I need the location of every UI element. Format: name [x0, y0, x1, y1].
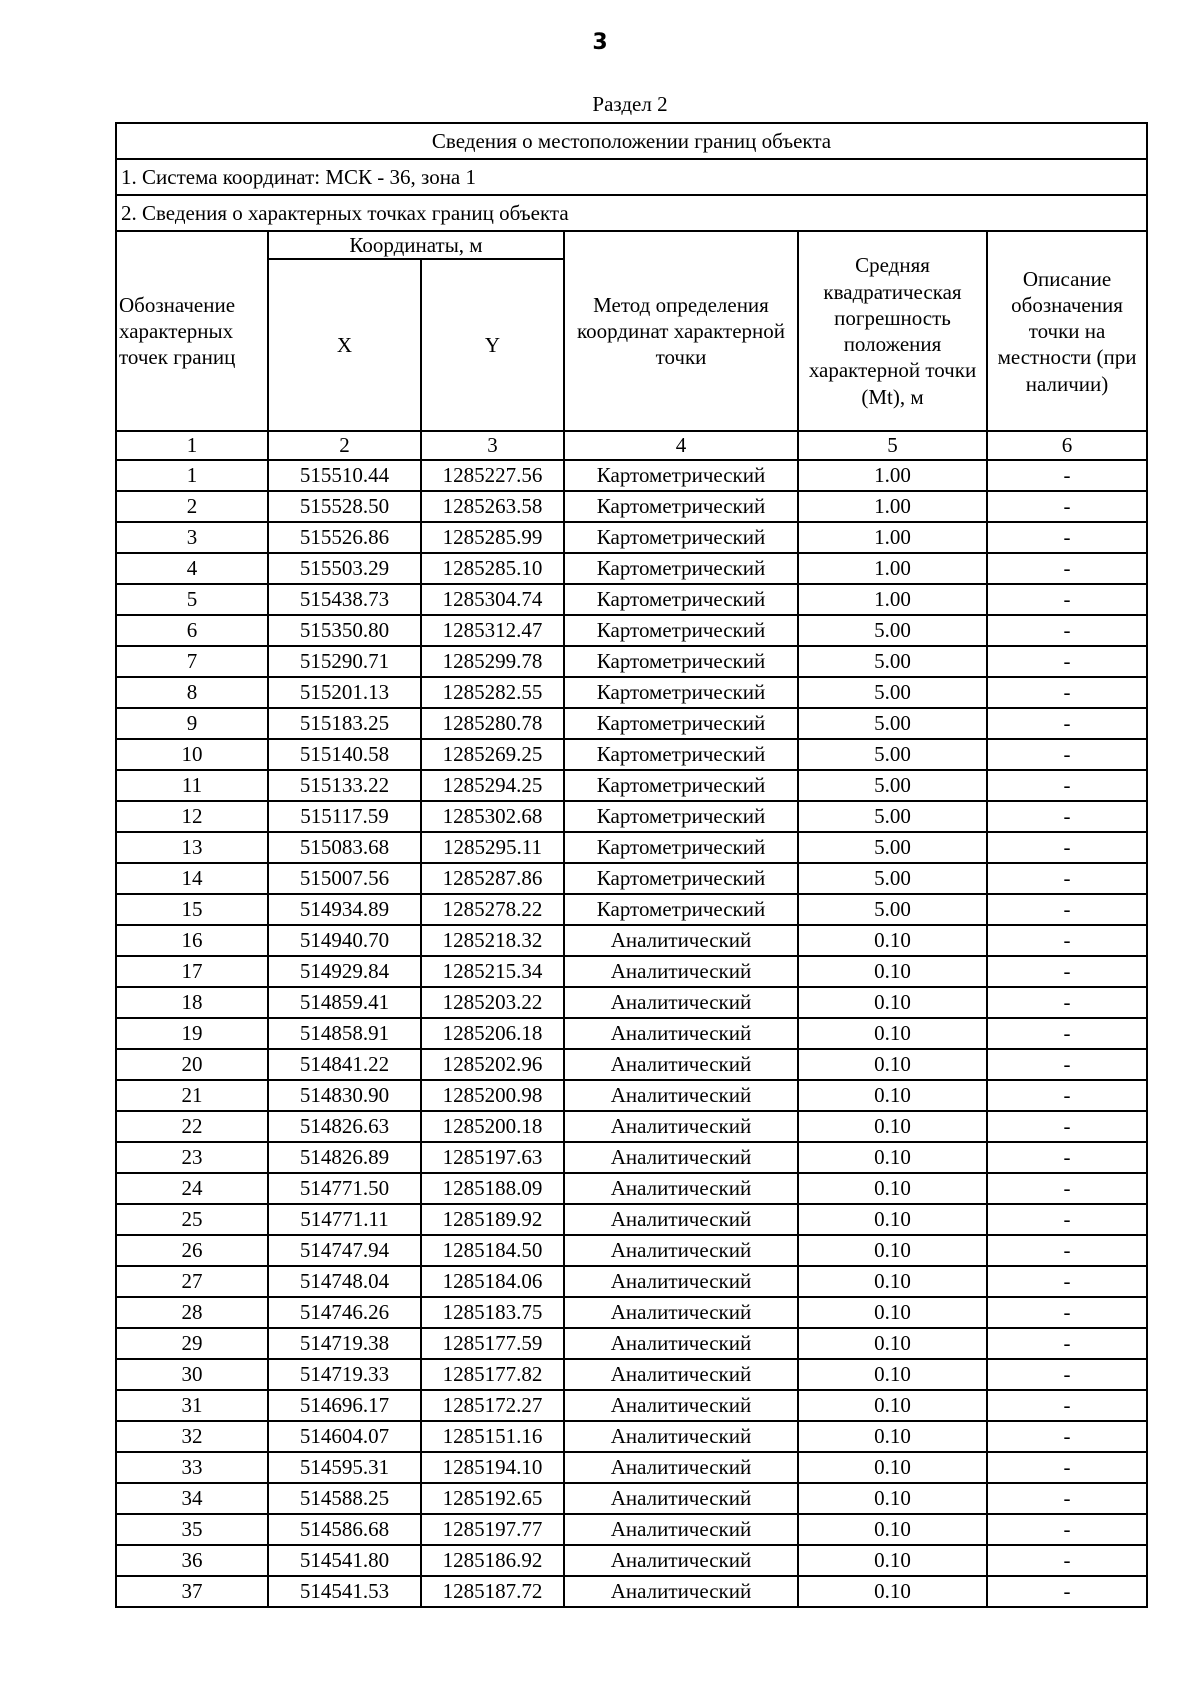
y-coordinate-cell: 1285197.63 [421, 1142, 564, 1173]
point-number-cell: 28 [116, 1297, 268, 1328]
point-number-cell: 3 [116, 522, 268, 553]
x-coordinate-cell: 515133.22 [268, 770, 421, 801]
y-coordinate-cell: 1285285.99 [421, 522, 564, 553]
method-cell: Аналитический [564, 1545, 798, 1576]
y-coordinate-cell: 1285203.22 [421, 987, 564, 1018]
x-coordinate-cell: 515438.73 [268, 584, 421, 615]
method-cell: Картометрический [564, 553, 798, 584]
method-cell: Аналитический [564, 1576, 798, 1607]
method-cell: Аналитический [564, 1204, 798, 1235]
table-row [116, 739, 1147, 770]
method-cell: Картометрический [564, 863, 798, 894]
y-coordinate-cell: 1285177.59 [421, 1328, 564, 1359]
y-coordinate-cell: 1285184.06 [421, 1266, 564, 1297]
method-cell: Аналитический [564, 956, 798, 987]
y-coordinate-cell: 1285151.16 [421, 1421, 564, 1452]
method-cell: Аналитический [564, 1049, 798, 1080]
x-coordinate-cell: 515510.44 [268, 460, 421, 491]
table-row [116, 1297, 1147, 1328]
y-coordinate-cell: 1285227.56 [421, 460, 564, 491]
table-row [116, 708, 1147, 739]
description-cell: - [987, 1452, 1147, 1483]
x-coordinate-cell: 514719.33 [268, 1359, 421, 1390]
y-coordinate-cell: 1285304.74 [421, 584, 564, 615]
point-number-cell: 16 [116, 925, 268, 956]
point-number-cell: 12 [116, 801, 268, 832]
description-cell: - [987, 894, 1147, 925]
description-cell: - [987, 491, 1147, 522]
y-coordinate-cell: 1285189.92 [421, 1204, 564, 1235]
description-cell: - [987, 770, 1147, 801]
description-cell: - [987, 863, 1147, 894]
point-number-cell: 27 [116, 1266, 268, 1297]
x-coordinate-cell: 514826.89 [268, 1142, 421, 1173]
description-cell: - [987, 646, 1147, 677]
point-number-cell: 15 [116, 894, 268, 925]
error-cell: 0.10 [798, 956, 987, 987]
table-row [116, 491, 1147, 522]
point-number-cell: 13 [116, 832, 268, 863]
method-cell: Картометрический [564, 832, 798, 863]
table-row [116, 522, 1147, 553]
error-cell: 0.10 [798, 1080, 987, 1111]
description-cell: - [987, 925, 1147, 956]
method-cell: Картометрический [564, 522, 798, 553]
error-cell: 1.00 [798, 522, 987, 553]
description-cell: - [987, 987, 1147, 1018]
x-coordinate-cell: 514859.41 [268, 987, 421, 1018]
point-number-cell: 14 [116, 863, 268, 894]
description-cell: - [987, 1390, 1147, 1421]
x-coordinate-cell: 514841.22 [268, 1049, 421, 1080]
error-cell: 0.10 [798, 1390, 987, 1421]
table-row [116, 1328, 1147, 1359]
y-coordinate-cell: 1285177.82 [421, 1359, 564, 1390]
error-cell: 5.00 [798, 894, 987, 925]
x-coordinate-cell: 514934.89 [268, 894, 421, 925]
page-number: 3 [592, 30, 608, 55]
description-cell: - [987, 1080, 1147, 1111]
y-coordinate-cell: 1285202.96 [421, 1049, 564, 1080]
table-row [116, 894, 1147, 925]
error-cell: 5.00 [798, 863, 987, 894]
x-coordinate-cell: 514747.94 [268, 1235, 421, 1266]
description-cell: - [987, 1266, 1147, 1297]
description-cell: - [987, 1173, 1147, 1204]
table-row [116, 987, 1147, 1018]
point-number-cell: 34 [116, 1483, 268, 1514]
x-coordinate-cell: 514595.31 [268, 1452, 421, 1483]
table-row [116, 1390, 1147, 1421]
y-coordinate-cell: 1285172.27 [421, 1390, 564, 1421]
description-cell: - [987, 615, 1147, 646]
point-number-cell: 18 [116, 987, 268, 1018]
table-row [116, 1235, 1147, 1266]
method-cell: Аналитический [564, 1452, 798, 1483]
method-cell: Картометрический [564, 646, 798, 677]
table-row [116, 1483, 1147, 1514]
x-coordinate-cell: 515140.58 [268, 739, 421, 770]
point-number-cell: 20 [116, 1049, 268, 1080]
point-number-cell: 5 [116, 584, 268, 615]
error-cell: 0.10 [798, 1545, 987, 1576]
method-cell: Аналитический [564, 1421, 798, 1452]
column-numbers-row [116, 431, 1147, 459]
column-number: 4 [564, 431, 798, 459]
x-coordinate-cell: 515117.59 [268, 801, 421, 832]
point-number-cell: 11 [116, 770, 268, 801]
point-number-cell: 22 [116, 1111, 268, 1142]
table-row [116, 1142, 1147, 1173]
x-coordinate-cell: 515290.71 [268, 646, 421, 677]
point-number-cell: 7 [116, 646, 268, 677]
x-coordinate-cell: 514588.25 [268, 1483, 421, 1514]
description-cell: - [987, 522, 1147, 553]
point-number-cell: 36 [116, 1545, 268, 1576]
x-coordinate-cell: 514586.68 [268, 1514, 421, 1545]
y-coordinate-cell: 1285200.18 [421, 1111, 564, 1142]
table-row [116, 863, 1147, 894]
method-cell: Аналитический [564, 1328, 798, 1359]
error-cell: 0.10 [798, 1204, 987, 1235]
points-heading: 2. Сведения о характерных точках границ объекта [116, 195, 1147, 231]
x-coordinate-cell: 514826.63 [268, 1111, 421, 1142]
method-cell: Картометрический [564, 894, 798, 925]
description-cell: - [987, 1545, 1147, 1576]
description-cell: - [987, 1576, 1147, 1607]
description-cell: - [987, 1049, 1147, 1080]
coordinate-system: 1. Система координат: МСК - 36, зона 1 [116, 159, 1147, 195]
table-title: Сведения о местоположении границ объекта [116, 123, 1147, 159]
header-y: Y [421, 259, 564, 431]
point-number-cell: 6 [116, 615, 268, 646]
x-coordinate-cell: 515503.29 [268, 553, 421, 584]
header-description: Описание обозначения точки на местности (при наличии) [987, 231, 1147, 431]
method-cell: Аналитический [564, 987, 798, 1018]
x-coordinate-cell: 514748.04 [268, 1266, 421, 1297]
description-cell: - [987, 739, 1147, 770]
y-coordinate-cell: 1285312.47 [421, 615, 564, 646]
description-cell: - [987, 1359, 1147, 1390]
point-number-cell: 17 [116, 956, 268, 987]
table-row [116, 677, 1147, 708]
error-cell: 0.10 [798, 925, 987, 956]
description-cell: - [987, 677, 1147, 708]
point-number-cell: 33 [116, 1452, 268, 1483]
x-coordinate-cell: 514696.17 [268, 1390, 421, 1421]
table-row [116, 1080, 1147, 1111]
point-number-cell: 32 [116, 1421, 268, 1452]
error-cell: 1.00 [798, 584, 987, 615]
method-cell: Аналитический [564, 1483, 798, 1514]
y-coordinate-cell: 1285197.77 [421, 1514, 564, 1545]
table-row [116, 1421, 1147, 1452]
point-number-cell: 21 [116, 1080, 268, 1111]
x-coordinate-cell: 514771.11 [268, 1204, 421, 1235]
error-cell: 0.10 [798, 1142, 987, 1173]
error-cell: 5.00 [798, 832, 987, 863]
y-coordinate-cell: 1285287.86 [421, 863, 564, 894]
description-cell: - [987, 1204, 1147, 1235]
boundary-points-table [115, 122, 1148, 1608]
x-coordinate-cell: 514541.80 [268, 1545, 421, 1576]
table-row [116, 1514, 1147, 1545]
description-cell: - [987, 1111, 1147, 1142]
method-cell: Аналитический [564, 1359, 798, 1390]
method-cell: Аналитический [564, 1080, 798, 1111]
x-coordinate-cell: 514719.38 [268, 1328, 421, 1359]
error-cell: 0.10 [798, 1576, 987, 1607]
point-number-cell: 9 [116, 708, 268, 739]
x-coordinate-cell: 515007.56 [268, 863, 421, 894]
error-cell: 5.00 [798, 801, 987, 832]
table-row [116, 832, 1147, 863]
error-cell: 0.10 [798, 1421, 987, 1452]
description-cell: - [987, 956, 1147, 987]
method-cell: Аналитический [564, 1266, 798, 1297]
section-label: Раздел 2 [592, 92, 668, 116]
y-coordinate-cell: 1285184.50 [421, 1235, 564, 1266]
header-x: X [268, 259, 421, 431]
table-row [116, 553, 1147, 584]
header-method: Метод определения координат характерной точки [564, 231, 798, 431]
error-cell: 0.10 [798, 1173, 987, 1204]
point-number-cell: 19 [116, 1018, 268, 1049]
method-cell: Аналитический [564, 1235, 798, 1266]
error-cell: 0.10 [798, 1297, 987, 1328]
table-row [116, 801, 1147, 832]
error-cell: 5.00 [798, 739, 987, 770]
description-cell: - [987, 1328, 1147, 1359]
point-number-cell: 24 [116, 1173, 268, 1204]
method-cell: Картометрический [564, 801, 798, 832]
x-coordinate-cell: 515526.86 [268, 522, 421, 553]
table-row [116, 956, 1147, 987]
error-cell: 0.10 [798, 1049, 987, 1080]
table-row [116, 646, 1147, 677]
error-cell: 5.00 [798, 708, 987, 739]
x-coordinate-cell: 514746.26 [268, 1297, 421, 1328]
y-coordinate-cell: 1285218.32 [421, 925, 564, 956]
description-cell: - [987, 460, 1147, 491]
method-cell: Аналитический [564, 1018, 798, 1049]
description-cell: - [987, 1235, 1147, 1266]
table-row [116, 1173, 1147, 1204]
header-coordinates: Координаты, м [268, 231, 564, 259]
method-cell: Аналитический [564, 1173, 798, 1204]
method-cell: Аналитический [564, 1297, 798, 1328]
table-row [116, 770, 1147, 801]
description-cell: - [987, 832, 1147, 863]
y-coordinate-cell: 1285280.78 [421, 708, 564, 739]
y-coordinate-cell: 1285302.68 [421, 801, 564, 832]
description-cell: - [987, 1483, 1147, 1514]
table-row [116, 1204, 1147, 1235]
column-number: 2 [268, 431, 421, 459]
point-number-cell: 26 [116, 1235, 268, 1266]
point-number-cell: 23 [116, 1142, 268, 1173]
method-cell: Картометрический [564, 677, 798, 708]
column-number: 3 [421, 431, 564, 459]
description-cell: - [987, 1514, 1147, 1545]
error-cell: 1.00 [798, 491, 987, 522]
x-coordinate-cell: 514541.53 [268, 1576, 421, 1607]
point-number-cell: 30 [116, 1359, 268, 1390]
description-cell: - [987, 801, 1147, 832]
method-cell: Аналитический [564, 1514, 798, 1545]
point-number-cell: 29 [116, 1328, 268, 1359]
error-cell: 0.10 [798, 1483, 987, 1514]
point-number-cell: 8 [116, 677, 268, 708]
description-cell: - [987, 584, 1147, 615]
table-row [116, 1266, 1147, 1297]
error-cell: 5.00 [798, 677, 987, 708]
description-cell: - [987, 1421, 1147, 1452]
method-cell: Картометрический [564, 708, 798, 739]
y-coordinate-cell: 1285278.22 [421, 894, 564, 925]
table-row [116, 1049, 1147, 1080]
table-row [116, 460, 1147, 491]
error-cell: 0.10 [798, 1235, 987, 1266]
error-cell: 1.00 [798, 460, 987, 491]
error-cell: 5.00 [798, 615, 987, 646]
table-row [116, 1018, 1147, 1049]
error-cell: 0.10 [798, 1266, 987, 1297]
point-number-cell: 2 [116, 491, 268, 522]
method-cell: Аналитический [564, 1111, 798, 1142]
method-cell: Картометрический [564, 460, 798, 491]
x-coordinate-cell: 515350.80 [268, 615, 421, 646]
column-number: 6 [987, 431, 1147, 459]
error-cell: 0.10 [798, 1359, 987, 1390]
y-coordinate-cell: 1285192.65 [421, 1483, 564, 1514]
error-cell: 0.10 [798, 987, 987, 1018]
y-coordinate-cell: 1285188.09 [421, 1173, 564, 1204]
method-cell: Аналитический [564, 1142, 798, 1173]
header-point-designation: Обозначение характерных точек границ [116, 231, 268, 431]
description-cell: - [987, 1142, 1147, 1173]
y-coordinate-cell: 1285263.58 [421, 491, 564, 522]
x-coordinate-cell: 514858.91 [268, 1018, 421, 1049]
point-number-cell: 37 [116, 1576, 268, 1607]
table-row [116, 1576, 1147, 1607]
x-coordinate-cell: 515183.25 [268, 708, 421, 739]
error-cell: 0.10 [798, 1111, 987, 1142]
point-number-cell: 10 [116, 739, 268, 770]
x-coordinate-cell: 515201.13 [268, 677, 421, 708]
point-number-cell: 35 [116, 1514, 268, 1545]
point-number-cell: 1 [116, 460, 268, 491]
error-cell: 5.00 [798, 770, 987, 801]
table-row [116, 1359, 1147, 1390]
y-coordinate-cell: 1285295.11 [421, 832, 564, 863]
x-coordinate-cell: 514929.84 [268, 956, 421, 987]
method-cell: Картометрический [564, 615, 798, 646]
y-coordinate-cell: 1285269.25 [421, 739, 564, 770]
description-cell: - [987, 1018, 1147, 1049]
point-number-cell: 25 [116, 1204, 268, 1235]
x-coordinate-cell: 514604.07 [268, 1421, 421, 1452]
y-coordinate-cell: 1285187.72 [421, 1576, 564, 1607]
table-row [116, 615, 1147, 646]
column-number: 5 [798, 431, 987, 459]
error-cell: 0.10 [798, 1328, 987, 1359]
table-row [116, 584, 1147, 615]
point-number-cell: 4 [116, 553, 268, 584]
description-cell: - [987, 553, 1147, 584]
method-cell: Картометрический [564, 770, 798, 801]
table-row [116, 1452, 1147, 1483]
method-cell: Картометрический [564, 491, 798, 522]
x-coordinate-cell: 514771.50 [268, 1173, 421, 1204]
y-coordinate-cell: 1285186.92 [421, 1545, 564, 1576]
y-coordinate-cell: 1285282.55 [421, 677, 564, 708]
description-cell: - [987, 1297, 1147, 1328]
y-coordinate-cell: 1285299.78 [421, 646, 564, 677]
table-row [116, 1111, 1147, 1142]
column-number: 1 [116, 431, 268, 459]
error-cell: 0.10 [798, 1018, 987, 1049]
y-coordinate-cell: 1285183.75 [421, 1297, 564, 1328]
y-coordinate-cell: 1285294.25 [421, 770, 564, 801]
x-coordinate-cell: 515528.50 [268, 491, 421, 522]
method-cell: Картометрический [564, 739, 798, 770]
x-coordinate-cell: 514830.90 [268, 1080, 421, 1111]
error-cell: 0.10 [798, 1514, 987, 1545]
description-cell: - [987, 708, 1147, 739]
header-error: Средняя квадратическая погрешность положения характерной точки (Mt), м [798, 231, 987, 431]
error-cell: 5.00 [798, 646, 987, 677]
point-number-cell: 31 [116, 1390, 268, 1421]
table-row [116, 1545, 1147, 1576]
error-cell: 0.10 [798, 1452, 987, 1483]
x-coordinate-cell: 514940.70 [268, 925, 421, 956]
y-coordinate-cell: 1285215.34 [421, 956, 564, 987]
y-coordinate-cell: 1285285.10 [421, 553, 564, 584]
y-coordinate-cell: 1285194.10 [421, 1452, 564, 1483]
y-coordinate-cell: 1285206.18 [421, 1018, 564, 1049]
table-row [116, 925, 1147, 956]
error-cell: 1.00 [798, 553, 987, 584]
method-cell: Аналитический [564, 925, 798, 956]
x-coordinate-cell: 515083.68 [268, 832, 421, 863]
method-cell: Картометрический [564, 584, 798, 615]
method-cell: Аналитический [564, 1390, 798, 1421]
y-coordinate-cell: 1285200.98 [421, 1080, 564, 1111]
